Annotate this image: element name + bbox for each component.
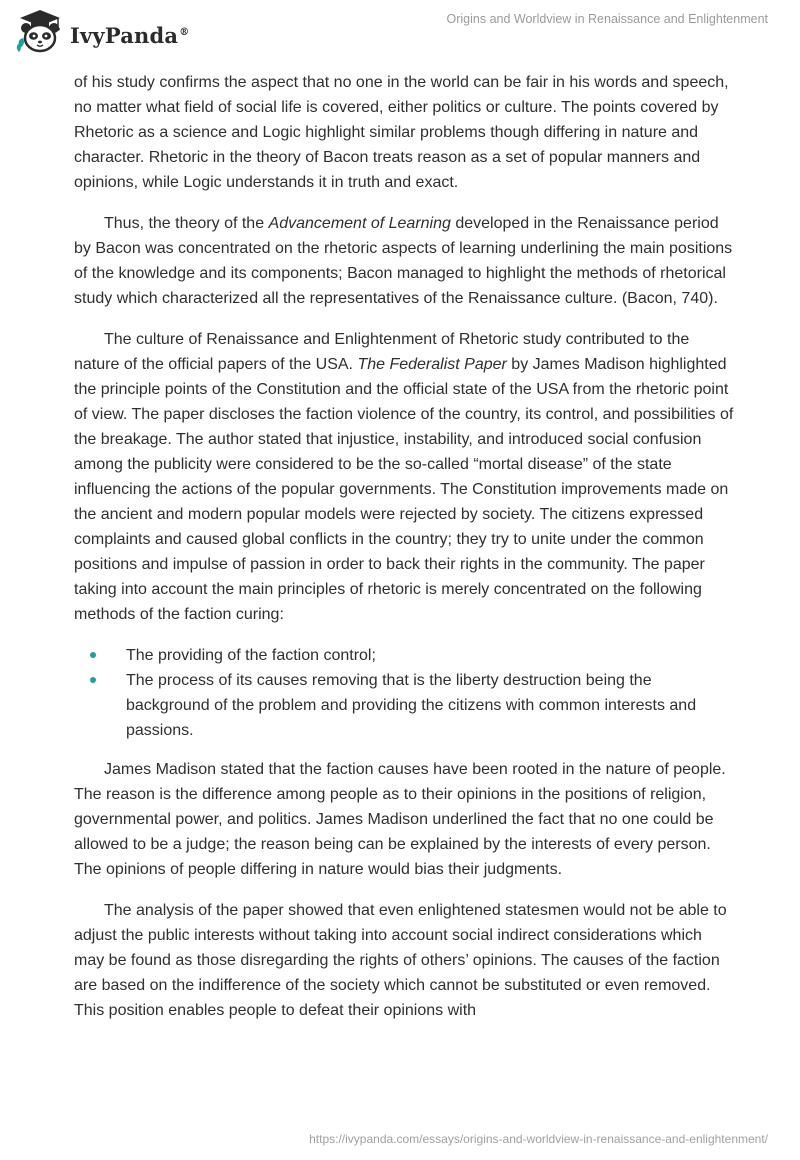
faction-methods-list (74, 643, 734, 743)
paragraph-3 (74, 327, 734, 627)
paragraph-5: The analysis of the paper showed that even enlightened statesmen would not be able to adjust the public interests without taking into account social indirect considerations which may be found as those disregarding the rights of others’ opinions. The causes of the faction are based on the indifference of the society which cannot be substituted or even removed. This position enables people to defeat their opinions with (74, 902, 727, 1019)
paragraph-2 (74, 211, 734, 311)
bullet-icon (90, 677, 96, 683)
brand-registered-mark: ® (179, 26, 190, 38)
paragraph-2-text-start: Thus, the theory of the (104, 215, 269, 232)
document-title: Origins and Worldview in Renaissance and Enlightenment (446, 12, 768, 26)
ivypanda-logo[interactable] (14, 8, 189, 56)
paragraph-4: James Madison stated that the faction causes have been rooted in the nature of people. The reason is the difference among people as to their opinions in the positions of religion, governmental power, and politics. James Madison underlined the fact that no one could be allowed to be a judge; the reason being can be explained by the interests of every person. The opinions of people differing in nature would bias their judgments. (74, 761, 726, 878)
brand-name: IvyPanda® (70, 22, 190, 48)
paragraph-3-text-end: by James Madison highlighted the principle points of the Constitution and the official state of the USA from the rhetoric point of view. The paper discloses the faction violence of the country, its control, and possibilities of the breakage. The author stated that injustice, instability, and introduced social confusion among the publicity were considered to be the so-called “mortal disease” of the state influencing the actions of the popular governments. The Constitution improvements made on the ancient and modern popular models were rejected by society. The citizens expressed complaints and caused global conflicts in the country; they try to unite under the common positions and impulse of passion in order to back their rights in the community. The paper taking into account the main principles of rhetoric is merely concentrated on the following methods of the faction curing: (74, 356, 734, 623)
panda-graduate-icon (14, 8, 66, 56)
essay-body (74, 70, 734, 1039)
paragraph-2-text-end: developed in the Renaissance period by Bacon was concentrated on the rhetoric aspects of learning underlining the main positions of the knowledge and its components; Bacon managed to highlight the methods of rhetorical study which characterized all the representatives of the Renaissance culture. (Bacon, 740). (74, 215, 733, 307)
federalist-paper-title: The Federalist Paper (357, 356, 507, 373)
list-item-text: The process of its causes removing that is the liberty destruction being the background of the problem and providing the citizens with common interests and passions. (126, 672, 697, 739)
page-header (0, 0, 800, 62)
source-url[interactable]: https://ivypanda.com/essays/origins-and-worldview-in-renaissance-and-enlightenment/ (309, 1132, 768, 1146)
paragraph-1: of his study confirms the aspect that no one in the world can be fair in his words and speech, no matter what field of social life is covered, either politics or culture. The points covered by Rhetoric as a science and Logic highlight similar problems though differing in nature and character. Rhetoric in the theory of Bacon treats reason as a set of popular manners and opinions, while Logic understands it in truth and exact. (74, 74, 729, 191)
advancement-of-learning-title: Advancement of Learning (268, 215, 451, 232)
list-item-text: The providing of the faction control; (126, 647, 376, 664)
list-item (74, 643, 734, 668)
paragraph-3-text-start: The culture of Renaissance and Enlightenment of Rhetoric study contributed to the nature of the official papers of the USA. (74, 331, 690, 373)
bullet-icon (90, 652, 96, 658)
list-item (74, 668, 734, 743)
